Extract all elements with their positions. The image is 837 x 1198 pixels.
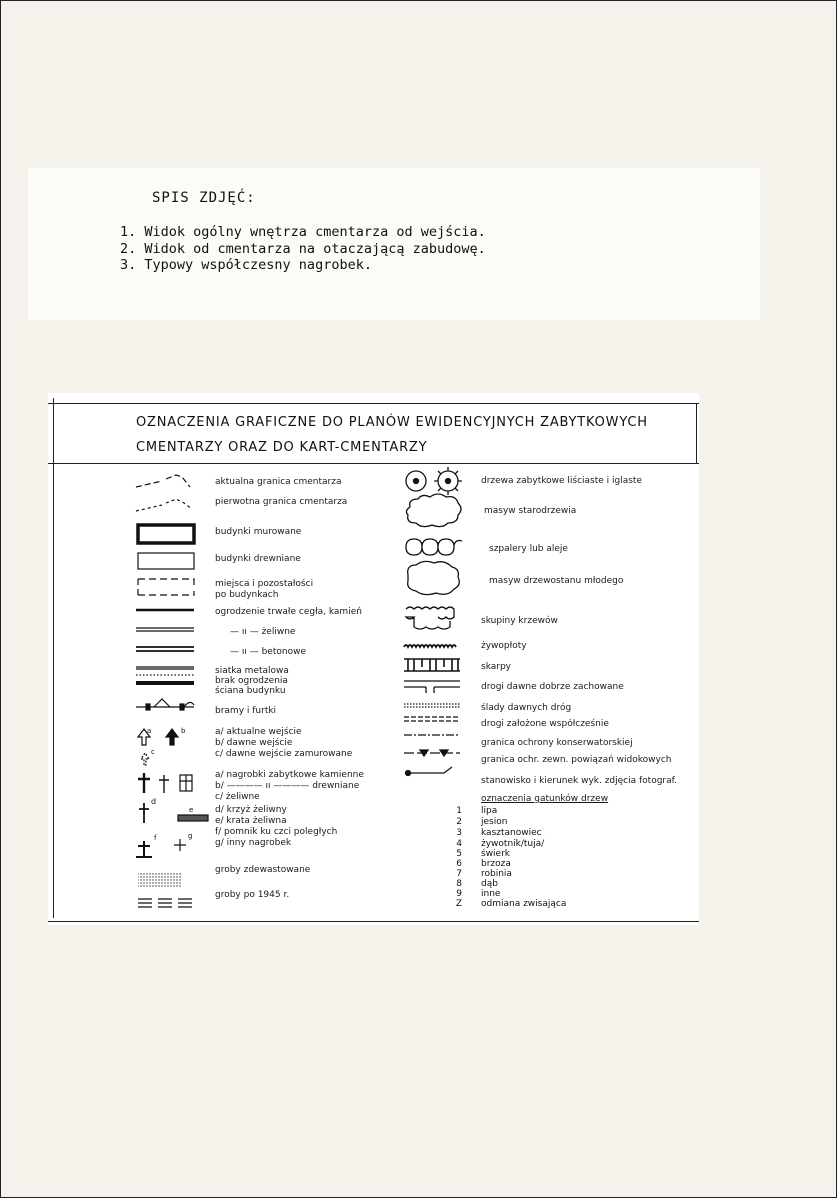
species-num-2: 2: [456, 817, 462, 827]
lbl-zeliwne: — ıı — żeliwne: [230, 627, 296, 637]
lbl-granica-powiazan: granica ochr. zewn. powiązań widokowych: [481, 755, 672, 765]
species-num-3: 3: [456, 828, 462, 838]
species-name-4: żywotnik/tuja/: [481, 839, 545, 849]
sup-e: e: [189, 806, 194, 814]
species-num-6: 6: [456, 859, 462, 869]
lbl-miejsca-2: po budynkach: [215, 590, 279, 600]
lbl-drogi-dawne: drogi dawne dobrze zachowane: [481, 682, 624, 692]
lbl-drzewa: drzewa zabytkowe liściaste i iglaste: [481, 476, 642, 486]
lbl-gatunki-title: oznaczenia gatunków drzew: [481, 794, 609, 804]
species-name-10: odmiana zwisająca: [481, 899, 567, 909]
photo-list-sheet: [28, 168, 760, 320]
lbl-granica-ochrony: granica ochrony konserwatorskiej: [481, 738, 633, 748]
lbl-stanowisko: stanowisko i kierunek wyk. zdjęcia fotograf.: [481, 776, 678, 786]
legend-title-2: CMENTARZY ORAZ DO KART-CMENTARZY: [136, 440, 428, 455]
lbl-aktualna: aktualna granica cmentarza: [215, 477, 342, 487]
species-name-2: jesion: [481, 817, 508, 827]
photo-list-title: SPIS ZDJĘĆ:: [152, 190, 256, 206]
photo-item-2: 2. Widok od cmentarza na otaczającą zabudowę.: [120, 240, 486, 257]
lbl-ogrodzenie: ogrodzenie trwałe cegła, kamień: [215, 607, 362, 617]
photo-item-3: 3. Typowy współczesny nagrobek.: [120, 257, 372, 273]
lbl-wejscie-b: b/ dawne wejście: [215, 738, 293, 748]
species-name-9: inne: [481, 889, 501, 899]
sup-b: b: [181, 727, 186, 735]
species-num-1: 1: [456, 806, 462, 816]
lbl-brak: brak ogrodzenia: [215, 676, 288, 686]
species-num-4: 4: [456, 839, 462, 849]
species-num-8: 8: [456, 879, 462, 889]
lbl-nagrobki-a: a/ nagrobki zabytkowe kamienne: [215, 770, 364, 780]
top-rule: [48, 403, 699, 404]
lbl-slady: ślady dawnych dróg: [481, 703, 572, 713]
right-symbols: [400, 467, 472, 797]
lbl-betonowe: — ıı — betonowe: [230, 647, 306, 657]
photo-item-1: 1. Widok ogólny wnętrza cmentarza od wejścia.: [120, 224, 486, 240]
legend-sheet: [48, 393, 699, 925]
right-rule: [696, 403, 697, 463]
species-num-5: 5: [456, 849, 462, 859]
lbl-krzyz-d: d/ krzyż żeliwny: [215, 805, 287, 815]
left-symbols: [132, 467, 202, 767]
lbl-wejscie-a: a/ aktualne wejście: [215, 727, 302, 737]
species-num-7: 7: [456, 869, 462, 879]
lbl-krata-e: e/ krata żeliwna: [215, 816, 287, 826]
species-name-5: świerk: [481, 849, 510, 859]
legend-title-1: OZNACZENIA GRAFICZNE DO PLANÓW EWIDENCYJNYCH ZABYTKOWYCH: [136, 415, 648, 430]
sup-d: d: [151, 797, 157, 806]
species-name-1: lipa: [481, 806, 498, 816]
lbl-wejscie-c: c/ dawne wejście zamurowane: [215, 749, 353, 759]
lbl-skarpy: skarpy: [481, 662, 511, 672]
lbl-masyw-mlodego: masyw drzewostanu młodego: [489, 576, 624, 586]
species-name-3: kasztanowiec: [481, 828, 542, 838]
lbl-nagrobki-b: b/ ———— ıı ———— drewniane: [215, 781, 360, 791]
sup-a: a: [147, 727, 152, 735]
sup-c: c: [151, 748, 155, 756]
lbl-inny-g: g/ inny nagrobek: [215, 838, 292, 848]
sup-g: g: [188, 832, 193, 840]
photo-list: [120, 224, 486, 274]
lbl-siatka: siatka metalowa: [215, 666, 289, 676]
species-name-8: dąb: [481, 879, 498, 889]
lbl-miejsca-1: miejsca i pozostałości: [215, 579, 314, 589]
lbl-drewniane: budynki drewniane: [215, 554, 301, 564]
species-num-9: 9: [456, 889, 462, 899]
species-name-7: robinia: [481, 869, 512, 879]
species-num-10: Z: [455, 899, 462, 909]
lbl-murowane: budynki murowane: [215, 527, 302, 537]
left-rule: [53, 398, 54, 918]
left-symbols-2: [134, 723, 214, 923]
lbl-drogi-wspolczesne: drogi założone współcześnie: [481, 719, 609, 729]
lbl-sciana: ściana budynku: [215, 686, 286, 696]
lbl-masyw-starodrzewia: masyw starodrzewia: [484, 506, 577, 516]
header-rule: [48, 463, 699, 464]
lbl-po-1945: groby po 1945 r.: [215, 890, 290, 900]
lbl-skupiny: skupiny krzewów: [481, 616, 558, 626]
sup-f: f: [154, 834, 157, 842]
lbl-pierwotna: pierwotna granica cmentarza: [215, 497, 348, 507]
species-name-6: brzoza: [481, 859, 511, 869]
lbl-pomnik-f: f/ pomnik ku czci poległych: [215, 827, 338, 837]
lbl-szpalery: szpalery lub aleje: [489, 544, 568, 554]
lbl-nagrobki-c: c/ żeliwne: [215, 792, 260, 802]
lbl-wyploty: żywopłoty: [481, 641, 527, 651]
lbl-zdewastowane: groby zdewastowane: [215, 865, 311, 875]
lbl-bramy: bramy i furtki: [215, 706, 277, 716]
